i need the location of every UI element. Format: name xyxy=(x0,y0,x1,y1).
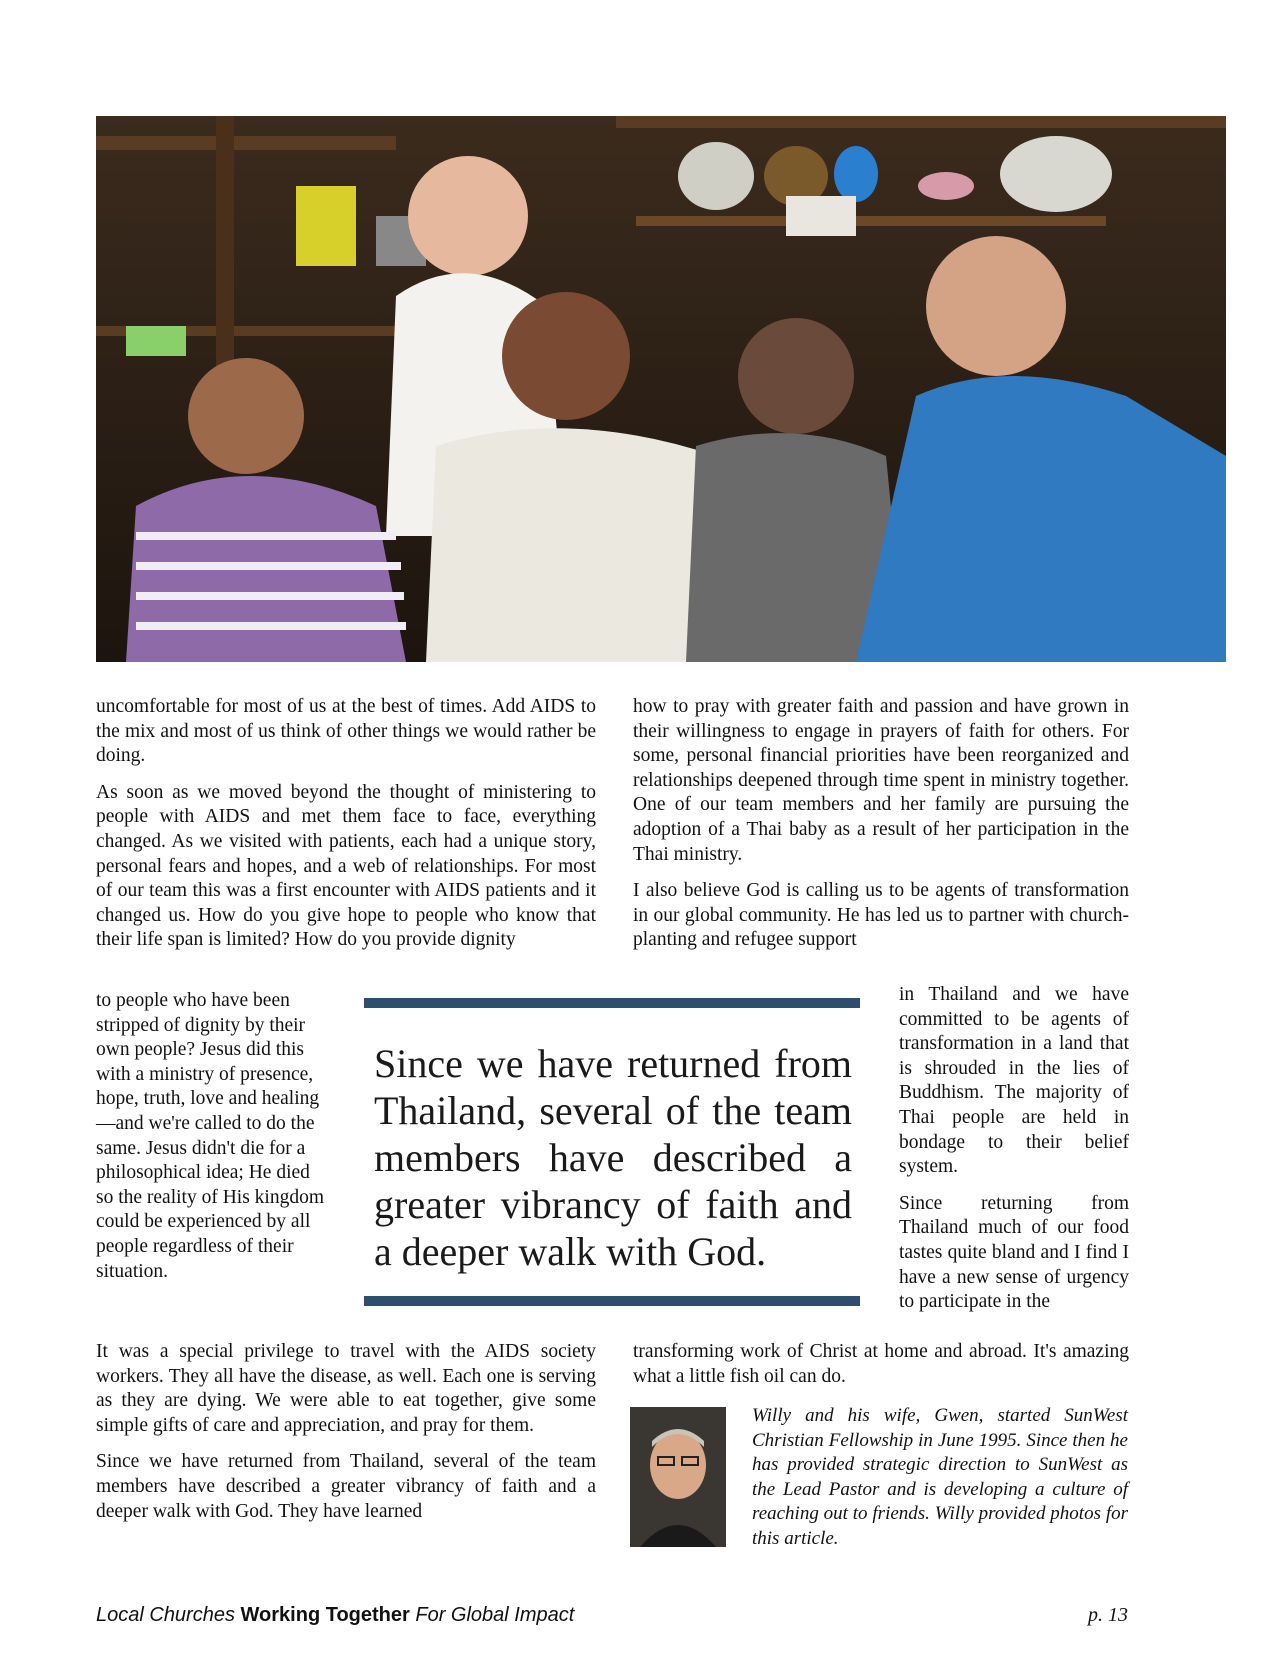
left-column-top xyxy=(96,695,596,953)
footer-title-post: For Global Impact xyxy=(409,1604,575,1626)
paragraph: Since we have returned from Thailand, several of the team members have described a greater vibrancy of faith and a deeper walk with God. They have learned xyxy=(96,1451,596,1522)
paragraph: transforming work of Christ at home and abroad. It's amazing what a little fish oil can do. xyxy=(633,1341,1129,1387)
left-column-bottom xyxy=(96,1340,596,1536)
author-bio: Willy and his wife, Gwen, started SunWest Christian Fellowship in June 1995. Since then he has provided strategic direction to SunWest as the Lead Pastor and is developing a culture of reaching out to friends. Willy provided photos for this article. xyxy=(752,1405,1128,1549)
group-photo-illustration xyxy=(96,116,1226,662)
left-column-middle xyxy=(96,989,327,1296)
author-portrait-illustration xyxy=(630,1407,726,1547)
paragraph: Since returning from Thailand much of our food tastes quite bland and I find I have a new sense of urgency to participate in the xyxy=(899,1192,1129,1313)
page-number: p. 13 xyxy=(1088,1604,1128,1626)
footer-title-strong: Working Together xyxy=(240,1604,410,1626)
paragraph: to people who have been stripped of dignity by their own people? Jesus did this with a ministry of presence, hope, truth, love and healing—and we're called to do the same. Jesus didn't die for a philosophical idea; He died so the reality of His kingdom could be experienced by all people regardless of their situation. xyxy=(96,990,325,1282)
pull-quote-text: Since we have returned from Thailand, several of the team members have described a greater vibrancy of faith and a deeper walk with God. xyxy=(374,1041,852,1274)
right-column-middle xyxy=(899,983,1129,1315)
paragraph: in Thailand and we have committed to be agents of transformation in a land that is shrouded in the lies of Buddhism. The majority of Thai people are held in bondage to their belief system. xyxy=(899,984,1129,1178)
paragraph: It was a special privilege to travel with the AIDS society workers. They all have the disease, as well. Each one is serving as they are dying. We were able to eat together, give some simple gifts of care and appreciation, and pray for them. xyxy=(96,1341,596,1436)
author-portrait xyxy=(630,1407,726,1547)
right-column-top xyxy=(633,695,1129,953)
paragraph: uncomfortable for most of us at the best of times. Add AIDS to the mix and most of us think of other things we would rather be doing. xyxy=(96,696,596,767)
footer-publication-title xyxy=(96,1604,574,1627)
pull-quote-top-rule xyxy=(364,998,860,1008)
pull-quote-bottom-rule xyxy=(364,1296,860,1306)
paragraph: how to pray with greater faith and passion and have grown in their willingness to engage in prayers of faith for others. For some, personal financial priorities have been reorganized and relationships deepened through time spent in ministry together. One of our team members and her family are pursuing the adoption of a Thai baby as a result of her participation in the Thai ministry. xyxy=(633,696,1129,865)
paragraph: As soon as we moved beyond the thought of ministering to people with AIDS and met them face to face, everything changed. As we visited with patients, each had a unique story, personal fears and hopes, and a web of relationships. For most of our team this was a first encounter with AIDS patients and it changed us. How do you give hope to people who know that their life span is limited? How do you provide dignity xyxy=(96,781,596,951)
paragraph: I also believe God is calling us to be agents of transformation in our global community. He has led us to partner with church-planting and refugee support xyxy=(633,880,1129,951)
footer-title-pre: Local Churches xyxy=(96,1604,241,1626)
right-column-bottom xyxy=(633,1340,1129,1401)
pull-quote xyxy=(364,998,860,1306)
article-photo xyxy=(96,116,1226,662)
